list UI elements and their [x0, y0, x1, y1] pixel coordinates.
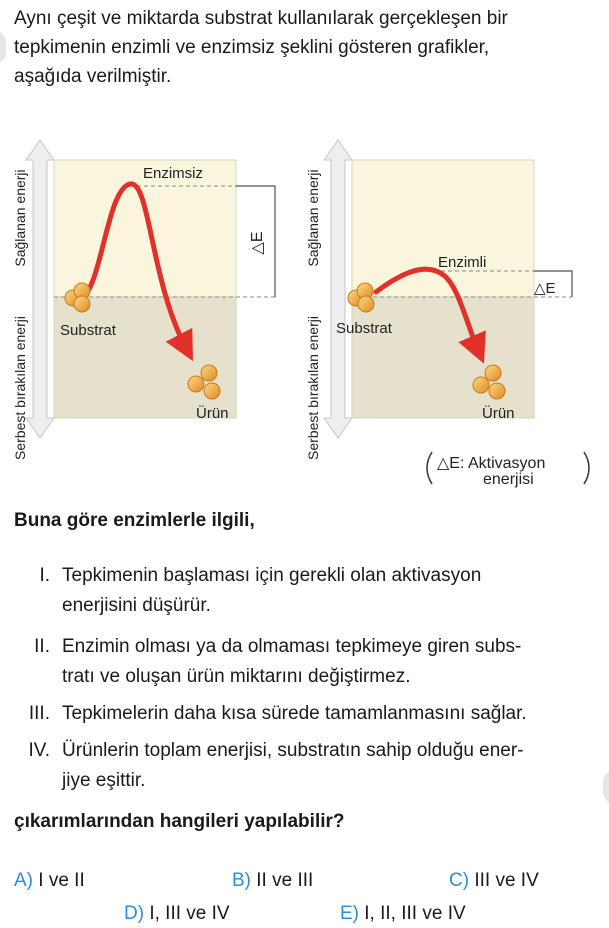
axis-label-released-energy: Serbest bırakılan enerji	[12, 316, 28, 460]
legend-activation-energy	[427, 452, 589, 488]
axis-double-arrow	[26, 140, 54, 438]
option-letter: C)	[449, 870, 470, 891]
substrate-label: Substrat	[336, 320, 392, 337]
statement-line: Enzimin olması ya da olmaması tepkimeye giren subs-	[62, 636, 522, 657]
axis-double-arrow	[324, 140, 352, 438]
option-letter: D)	[124, 903, 145, 924]
statement-3	[0, 699, 609, 729]
option-text: III ve IV	[474, 870, 539, 891]
legend-left-paren	[427, 452, 432, 484]
delta-e-label: △E	[249, 231, 266, 255]
statement-number: II.	[34, 636, 50, 657]
statement-4	[0, 736, 609, 796]
option-letter: E)	[340, 903, 359, 924]
curve-label: Enzimli	[438, 254, 487, 271]
statement-line: enerjisini düşürür.	[62, 595, 211, 616]
product-label: Ürün	[482, 405, 515, 422]
option-letter: B)	[232, 870, 251, 891]
option-text: I, III ve IV	[149, 903, 230, 924]
curve-label: Enzimsiz	[143, 165, 204, 182]
intro-line-2: tepkimenin enzimli ve enzimsiz şeklini gösteren grafikler,	[14, 37, 490, 58]
delta-e-label: △E	[534, 280, 556, 297]
lead-sentence: Buna göre enzimlerle ilgili,	[14, 510, 255, 531]
statement-number: I.	[39, 565, 50, 586]
legend-line-2: enerjisi	[483, 471, 534, 488]
statement-number: IV.	[28, 740, 50, 761]
product-label: Ürün	[196, 405, 229, 422]
option-a[interactable]	[14, 870, 85, 892]
option-d[interactable]	[124, 903, 230, 925]
intro-line-3: aşağıda verilmiştir.	[14, 66, 172, 87]
option-text: II ve III	[256, 870, 314, 891]
lower-energy-region	[54, 297, 236, 418]
substrate-label: Substrat	[60, 322, 116, 339]
statement-line: Tepkimenin başlaması için gerekli olan aktivasyon	[62, 565, 482, 586]
option-text: I, II, III ve IV	[364, 903, 466, 924]
statement-number: III.	[28, 703, 50, 724]
statement-2	[0, 632, 609, 692]
intro-line-1: Aynı çeşit ve miktarda substrat kullanılarak gerçekleşen bir	[14, 8, 508, 29]
diagram-enzymatic	[305, 140, 572, 460]
statement-line: tratı ve oluşan ürün miktarını değiştirmez.	[62, 666, 411, 687]
option-letter: A)	[14, 870, 33, 891]
legend-line-1: △E: Aktivasyon	[437, 455, 546, 472]
option-b[interactable]	[232, 870, 313, 892]
axis-label-released-energy: Serbest bırakılan enerji	[305, 316, 321, 460]
axis-label-supplied-energy: Sağlanan enerji	[12, 169, 28, 267]
statement-line: Tepkimelerin daha kısa sürede tamamlanmasını sağlar.	[62, 703, 527, 724]
statement-line: jiye eşittir.	[62, 770, 146, 791]
statement-1	[0, 561, 609, 621]
option-c[interactable]	[449, 870, 539, 892]
legend-right-paren	[584, 452, 589, 484]
statement-line: Ürünlerin toplam enerjisi, substratın sahip olduğu ener-	[62, 740, 524, 761]
question-text: çıkarımlarından hangileri yapılabilir?	[14, 811, 345, 832]
lower-energy-region	[352, 297, 534, 418]
diagram-enzymeless	[12, 140, 275, 460]
option-text: I ve II	[38, 870, 85, 891]
option-e[interactable]	[340, 903, 466, 925]
axis-label-supplied-energy: Sağlanan enerji	[305, 169, 321, 267]
